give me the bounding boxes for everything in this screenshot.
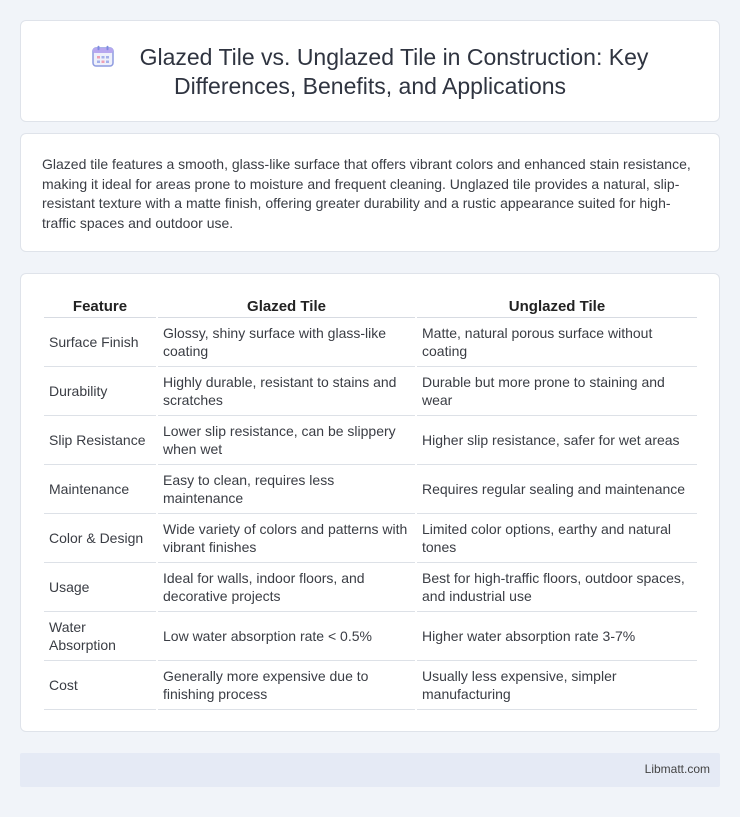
table-row — [44, 367, 697, 416]
table-row — [44, 514, 697, 563]
table-row — [44, 661, 697, 710]
feature-cell: Water Absorption — [44, 612, 156, 661]
page-title-wrap — [41, 43, 699, 101]
comparison-table — [42, 296, 699, 710]
unglazed-cell: Requires regular sealing and maintenance — [417, 465, 697, 514]
glazed-cell: Ideal for walls, indoor floors, and decorative projects — [158, 563, 415, 612]
glazed-cell: Low water absorption rate < 0.5% — [158, 612, 415, 661]
feature-cell: Cost — [44, 661, 156, 710]
table-header-row — [44, 296, 697, 318]
header-unglazed-tile: Unglazed Tile — [417, 296, 697, 318]
unglazed-cell: Usually less expensive, simpler manufacturing — [417, 661, 697, 710]
page-title: Glazed Tile vs. Unglazed Tile in Construction: Key Differences, Benefits, and Applications — [139, 44, 649, 99]
glazed-cell: Glossy, shiny surface with glass-like coating — [158, 318, 415, 367]
intro-paragraph: Glazed tile features a smooth, glass-like surface that offers vibrant colors and enhanced stain resistance, making it ideal for areas prone to moisture and frequent cleaning. Unglazed tile provides a natural, slip-resistant texture with a matte finish, offering greater durability and a rustic appearance suited for high-traffic spaces and outdoor use. — [42, 156, 691, 231]
feature-cell: Durability — [44, 367, 156, 416]
table-row — [44, 465, 697, 514]
comparison-card — [20, 273, 720, 732]
unglazed-cell: Higher slip resistance, safer for wet areas — [417, 416, 697, 465]
glazed-cell: Wide variety of colors and patterns with vibrant finishes — [158, 514, 415, 563]
table-row — [44, 612, 697, 661]
calendar-icon — [92, 45, 114, 67]
header-feature: Feature — [44, 296, 156, 318]
glazed-cell: Lower slip resistance, can be slippery when wet — [158, 416, 415, 465]
feature-cell: Maintenance — [44, 465, 156, 514]
header-glazed-tile: Glazed Tile — [158, 296, 415, 318]
footer — [20, 753, 720, 787]
footer-brand-link[interactable]: Libmatt.com — [644, 762, 710, 776]
glazed-cell: Easy to clean, requires less maintenance — [158, 465, 415, 514]
feature-cell: Slip Resistance — [44, 416, 156, 465]
table-row — [44, 318, 697, 367]
unglazed-cell: Durable but more prone to staining and wear — [417, 367, 697, 416]
table-row — [44, 563, 697, 612]
title-card — [20, 20, 720, 122]
glazed-cell: Generally more expensive due to finishing process — [158, 661, 415, 710]
feature-cell: Usage — [44, 563, 156, 612]
glazed-cell: Highly durable, resistant to stains and scratches — [158, 367, 415, 416]
feature-cell: Surface Finish — [44, 318, 156, 367]
unglazed-cell: Higher water absorption rate 3-7% — [417, 612, 697, 661]
table-row — [44, 416, 697, 465]
unglazed-cell: Limited color options, earthy and natural tones — [417, 514, 697, 563]
unglazed-cell: Matte, natural porous surface without coating — [417, 318, 697, 367]
feature-cell: Color & Design — [44, 514, 156, 563]
unglazed-cell: Best for high-traffic floors, outdoor spaces, and industrial use — [417, 563, 697, 612]
intro-card — [20, 133, 720, 252]
